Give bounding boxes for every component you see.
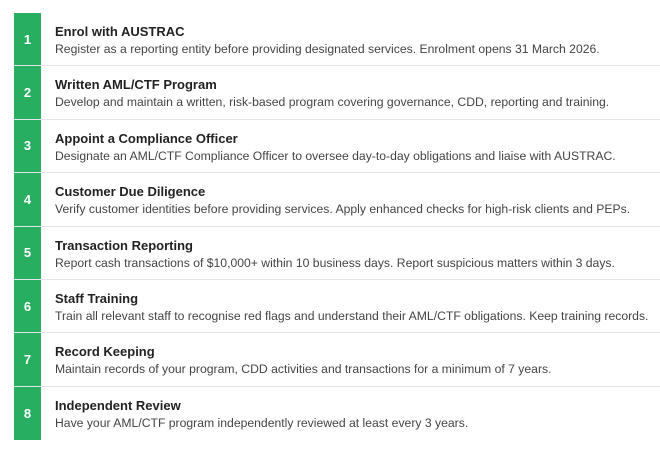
step-item [14,227,660,280]
step-item [14,333,660,386]
step-content [55,344,660,377]
step-number-badge: 7 [14,333,41,385]
step-description: Designate an AML/CTF Compliance Officer to oversee day-to-day obligations and liaise with AUSTRAC. [55,148,616,163]
step-title: Written AML/CTF Program [55,77,217,93]
step-number-badge: 5 [14,227,41,279]
step-number-badge: 6 [14,280,41,332]
step-item [14,280,660,333]
step-number-badge: 2 [14,66,41,118]
step-content [55,398,660,431]
step-title: Enrol with AUSTRAC [55,24,185,39]
step-description: Register as a reporting entity before providing designated services. Enrolment opens 31 March 2026. [55,42,600,56]
step-item [14,387,660,440]
step-title: Record Keeping [55,344,155,360]
step-number-badge: 4 [14,173,41,225]
step-content [55,291,660,324]
step-content [55,131,660,164]
step-item [14,120,660,173]
step-content [55,24,660,57]
step-number-badge: 1 [14,13,41,65]
step-title: Transaction Reporting [55,237,193,253]
step-description: Train all relevant staff to recognise red flags and understand their AML/CTF obligations. Keep training records. [55,308,649,323]
step-description: Maintain records of your program, CDD activities and transactions for a minimum of 7 years. [55,362,552,377]
step-item [14,13,660,66]
step-title: Staff Training [55,290,139,306]
step-title: Customer Due Diligence [55,184,206,200]
step-title: Independent Review [55,397,181,413]
compliance-steps-list [14,13,660,440]
step-description: Report cash transactions of $10,000+ within 10 business days. Report suspicious matters within 3 days. [55,255,615,270]
step-item [14,173,660,226]
step-title: Appoint a Compliance Officer [55,130,238,146]
step-number-badge: 8 [14,387,41,440]
step-content [55,77,660,110]
step-number-badge: 3 [14,120,41,172]
step-description: Develop and maintain a written, risk-based program covering governance, CDD, reporting and training. [55,95,610,110]
step-content [55,238,660,271]
step-content [55,184,660,217]
step-item [14,66,660,119]
step-description: Verify customer identities before providing services. Apply enhanced checks for high-risk clients and PEPs. [55,202,631,217]
step-description: Have your AML/CTF program independently reviewed at least every 3 years. [55,415,469,430]
